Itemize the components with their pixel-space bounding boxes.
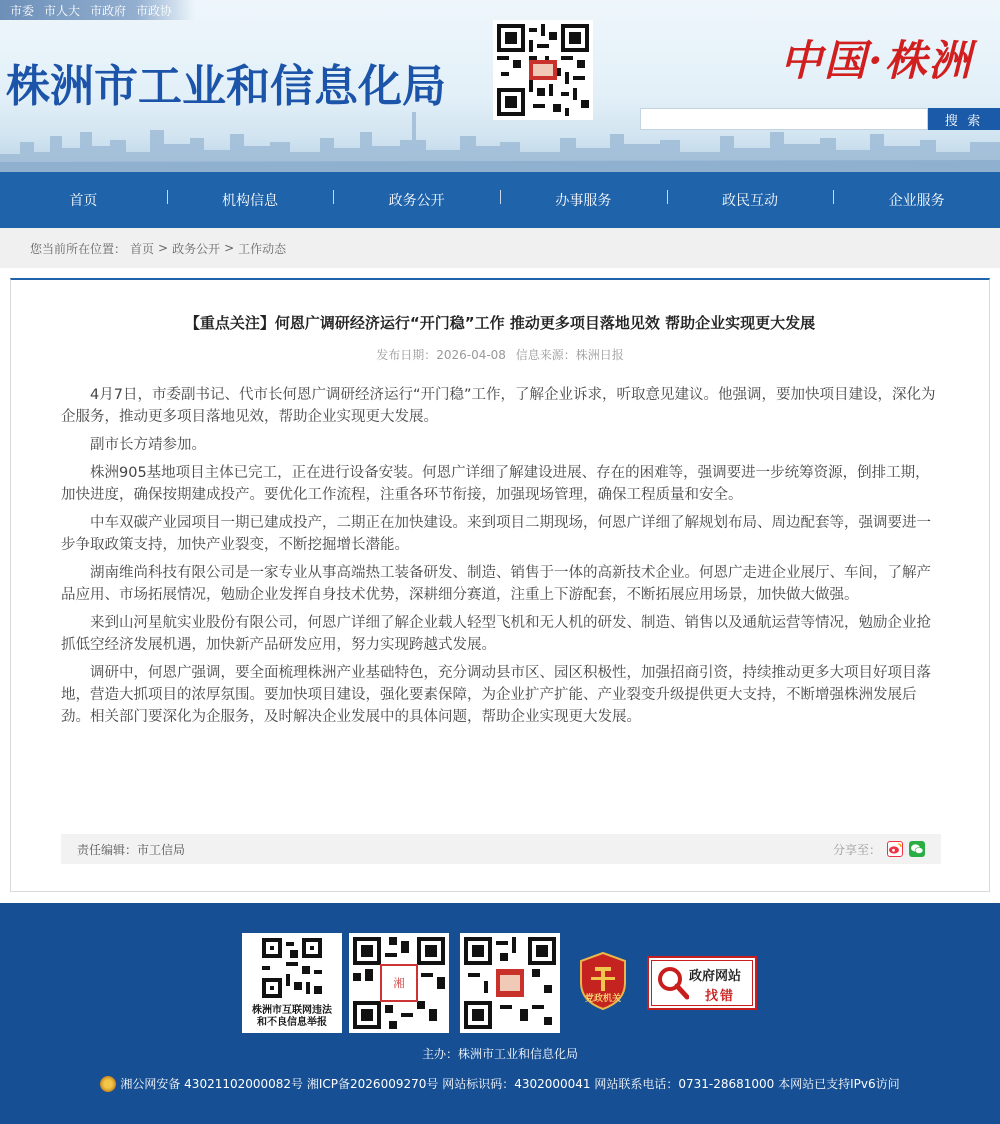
top-link-peoples-congress[interactable]: 市人大 xyxy=(44,3,81,18)
article-paragraph: 副市长方靖参加。 xyxy=(90,437,206,453)
publish-date: 发布日期：2026-04-08 xyxy=(376,348,506,362)
wechat-official-qr-code[interactable] xyxy=(460,933,560,1033)
error-report-title: 政府网站 xyxy=(689,969,742,984)
error-report-subtitle: 找错 xyxy=(705,989,736,1004)
breadcrumb-item-government-affairs[interactable]: 政务公开 xyxy=(172,241,221,256)
share-label: 分享至： xyxy=(832,842,881,857)
china-zhuzhou-calligraphy-logo: 中国·株洲 xyxy=(780,36,973,85)
weibo-share-icon[interactable] xyxy=(887,841,903,857)
report-qr-caption-line: 株洲市互联网违法 xyxy=(252,1005,332,1016)
party-badge-label: 党政机关 xyxy=(584,994,621,1004)
share-group xyxy=(833,841,925,858)
sponsor-text: 主办：株洲市工业和信息化局 xyxy=(421,1047,578,1061)
nav-item-interaction[interactable]: 政民互动 xyxy=(667,190,834,210)
breadcrumb xyxy=(0,228,1000,268)
city-skyline-illustration xyxy=(0,112,1000,172)
hunan-gov-qr-code[interactable] xyxy=(349,933,449,1033)
nav-item-government-affairs[interactable]: 政务公开 xyxy=(333,190,500,210)
nav-item-enterprise-services[interactable]: 企业服务 xyxy=(833,190,1000,210)
article-paragraph: 株洲905基地项目主体已完工，正在进行设备安装。何恩广详细了解建设进展、存在的困难等，强调要进一步统筹资源，倒排工期，加快进度，确保按期建成投产。要优化工作流程，注重各环节衔接，加强现场管理，确保工程质量和安全。 xyxy=(61,465,930,503)
breadcrumb-prefix: 您当前所在位置： xyxy=(30,241,127,256)
main-navigation xyxy=(0,172,1000,228)
party-government-badge[interactable] xyxy=(577,951,629,1011)
site-title[interactable]: 株洲市工业和信息化局 xyxy=(6,61,446,112)
top-links-bar xyxy=(0,0,195,20)
report-qr-caption-line: 和不良信息举报 xyxy=(257,1017,327,1028)
article-title: 【重点关注】何恩广调研经济运行“开门稳”工作 推动更多项目落地见效 帮助企业实现更大发展 xyxy=(184,314,816,332)
qr-icon xyxy=(246,937,338,999)
qr-icon xyxy=(353,937,445,1029)
svg-text:湘: 湘 xyxy=(393,977,405,990)
nav-item-services[interactable]: 办事服务 xyxy=(500,190,667,210)
article-body xyxy=(61,384,941,734)
police-badge-icon xyxy=(100,1076,116,1092)
report-qr-code[interactable] xyxy=(242,933,342,1033)
search-button[interactable]: 搜 索 xyxy=(928,108,1000,130)
article-footer-bar xyxy=(61,834,941,864)
qr-icon xyxy=(464,937,556,1029)
breadcrumb-item-home[interactable]: 首页 xyxy=(130,241,155,256)
qr-icon xyxy=(497,24,589,116)
breadcrumb-separator: > xyxy=(158,241,169,255)
top-link-cppcc[interactable]: 市政协 xyxy=(136,3,173,18)
icp-info-line xyxy=(0,1075,1000,1092)
responsible-editor: 责任编辑：市工信局 xyxy=(77,842,186,857)
nav-item-home[interactable]: 首页 xyxy=(69,193,98,209)
article-container xyxy=(10,278,990,892)
breadcrumb-item-work-news[interactable]: 工作动态 xyxy=(238,241,287,256)
icp-info-text[interactable]: 湘公网安备 43021102000082号 湘ICP备2026009270号 网站标识码：4302000041 网站联系电话：0731-28681000 本网站已支持IPv6访问 xyxy=(120,1077,900,1091)
header-qr-code xyxy=(493,20,593,120)
article-paragraph: 4月7日，市委副书记、代市长何恩广调研经济运行“开门稳”工作，了解企业诉求，听取意见建议。他强调，要加快项目建设，深化为企服务，推动更多项目落地见效，帮助企业实现更大发展。 xyxy=(61,387,936,425)
top-link-party-committee[interactable]: 市委 xyxy=(10,3,35,18)
site-header xyxy=(0,0,1000,172)
wechat-share-icon[interactable] xyxy=(909,841,925,857)
article-paragraph: 来到山河星航实业股份有限公司，何恩广详细了解企业载人轻型飞机和无人机的研发、制造、销售以及通航运营等情况，勉励企业抢抓低空经济发展机遇，加快新产品研发应用，努力实现跨越式发展。 xyxy=(61,615,931,653)
site-footer xyxy=(0,903,1000,1124)
report-qr-caption xyxy=(242,1005,342,1029)
info-source: 信息来源：株洲日报 xyxy=(515,348,624,362)
article-paragraph: 中车双碳产业园项目一期已建成投产，二期正在加快建设。来到项目二期现场，何恩广详细了解规划布局、周边配套等，强调要进一步争取政策支持，加快产业裂变，不断挖掘增长潜能。 xyxy=(61,515,931,553)
gov-website-error-report-button[interactable] xyxy=(647,956,757,1010)
magnifier-icon xyxy=(657,966,689,1000)
top-link-government[interactable]: 市政府 xyxy=(90,3,127,18)
article-paragraph: 湖南维尚科技有限公司是一家专业从事高端热工装备研发、制造、销售于一体的高新技术企业。何恩广走进企业展厅、车间，了解产品应用、市场拓展情况，勉励企业发挥自身技术优势，深耕细分赛道，注重上下游配套，不断拓展应用场景，加快做大做强。 xyxy=(61,565,931,603)
article-meta xyxy=(11,346,989,363)
nav-item-organization[interactable]: 机构信息 xyxy=(167,190,334,210)
breadcrumb-separator: > xyxy=(224,241,235,255)
article-paragraph: 调研中，何恩广强调，要全面梳理株洲产业基础特色，充分调动县市区、园区积极性，加强招商引资，持续推动更多大项目好项目落地，营造大抓项目的浓厚氛围。要加快项目建设，强化要素保障，为企业扩产扩能、产业裂变升级提供更大支持，不断增强株洲发展后劲。相关部门要深化为企服务，及时解决企业发展中的具体问题，帮助企业实现更大发展。 xyxy=(61,665,931,725)
